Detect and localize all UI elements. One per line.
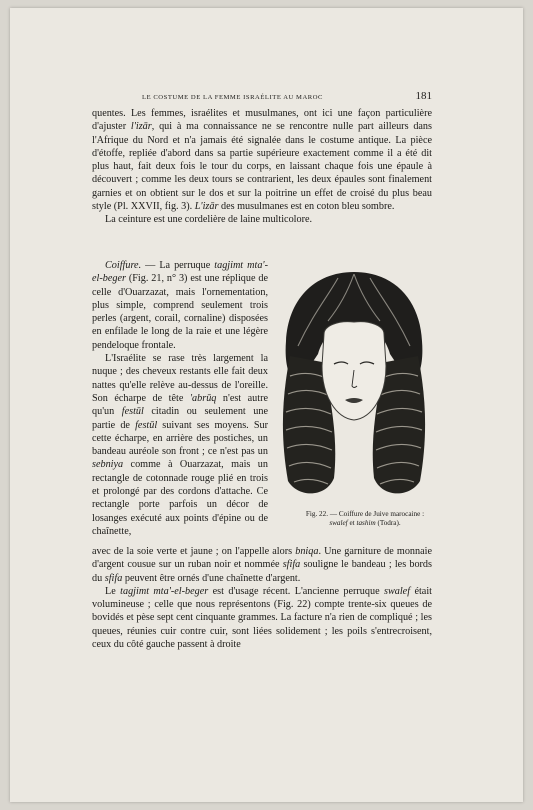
running-title: LE COSTUME DE LA FEMME ISRAÉLITE AU MAROC bbox=[142, 94, 323, 101]
paragraph-bniqa: avec de la soie verte et jaune ; on l'appelle alors bniqa. Une garniture de monnaie d'argent cousue sur un ruban noir et nommée sfifa souligne le bandeau ; les bords du sfifa peuvent être ornés d'une chaînette d'argent. bbox=[92, 546, 432, 584]
page-header bbox=[92, 90, 432, 102]
paragraph-izar: quentes. Les femmes, israélites et musulmanes, ont ici une façon particulière d'ajuster l'izār, qui à ma connaissance ne se rencontre nulle part ailleurs dans l'Afrique du Nord et n'a jamais été signalée dans le costume antique. La pièce d'étoffe, repliée d'abord dans sa partie supérieure exactement comme il a été dit plus haut, fait deux fois le tour du corps, en laissant chaque fois une épaule à découvert ; comme les deux tours se contrarient, les deux épaules sont finalement garnies et on obtient sur le dos et sur la poitrine un effet de croisé du plus beau style (Pl. XXVII, fig. 3). L'izār des musulmanes est en coton bleu sombre. bbox=[92, 108, 432, 213]
figure-wig-illustration bbox=[268, 266, 440, 506]
paragraph-ceinture: La ceinture est une cordelière de laine multicolore. bbox=[105, 214, 313, 226]
text-block-top bbox=[92, 107, 432, 227]
paragraph-israelite: L'Israélite se rase très largement la nuque ; des cheveux restants elle fait deux nattes qu'elle relève au-dessus de l'oreille. Son écharpe de tête 'abrūq n'est autre qu'un festūl citadin ou seulement une partie de festūl suivant ses moyens. Sur cette écharpe, en arrière des postiches, un bandeau auréole son front ; ce n'est pas un sebniya comme à Ouarzazat, mais un rectangle de cotonnade rouge plié en trois et prolongé par des cordons d'attache. Ce rectangle porte parfois un décor de losanges exécuté aux points d'épine ou de chaînette, bbox=[92, 353, 269, 537]
face-outline bbox=[322, 322, 386, 420]
paragraph-coiffure: Coiffure. — La perruque tagjimt mta'-el-beger (Fig. 21, n° 3) est une réplique de celle d'Ouarzazat, mais l'ornementation, plus simple, comprend seulement trois perles (argent, corail, cornaline) disposées en enfilade le long de la raie et une légère pendeloque frontale. bbox=[92, 260, 268, 351]
figure-caption: Fig. 22. — Coiffure de Juive marocaine : swalef et tashim (Todra). bbox=[305, 510, 425, 527]
text-block-bottom bbox=[92, 545, 432, 651]
wig-drawing bbox=[268, 266, 440, 506]
paragraph-swalef: Le tagjimt mta'-el-beger est d'usage récent. L'ancienne perruque swalef était volumineuse ; celle que nous représentons (Fig. 22) compte trente-six queues de bovidés et pèse sept cent cinquante grammes. La facture n'a rien de compliqué ; les queues, réunies cuir contre cuir, sont liées solidement ; les poils s'entrecroisent, ceux du côté gauche passent à droite bbox=[92, 585, 432, 651]
text-block-column bbox=[92, 259, 268, 538]
page-number: 181 bbox=[415, 90, 432, 102]
